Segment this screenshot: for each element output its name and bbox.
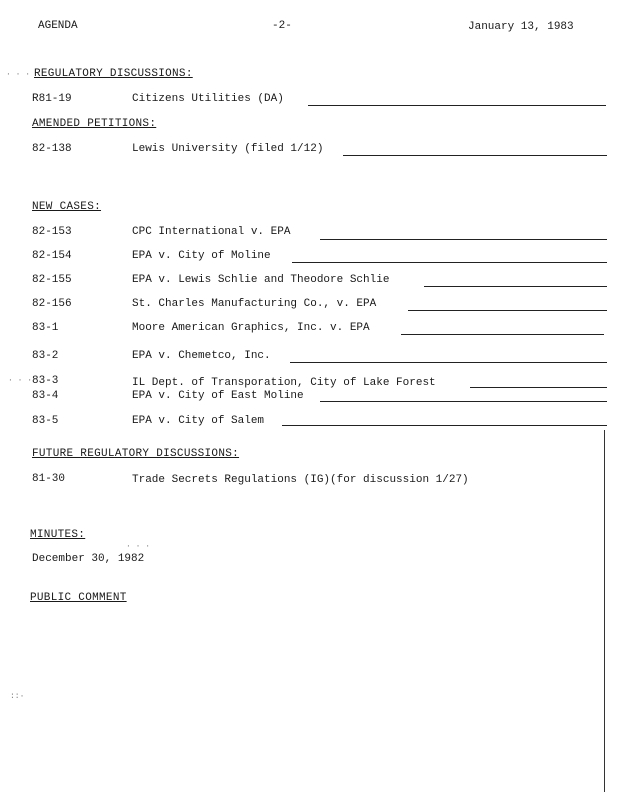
case-code: 83-3 bbox=[32, 375, 59, 387]
case-description: Moore American Graphics, Inc. v. EPA bbox=[132, 322, 370, 334]
case-description: Trade Secrets Regulations (IG)(for discussion 1/27) bbox=[132, 474, 469, 486]
case-description: EPA v. Lewis Schlie and Theodore Schlie bbox=[132, 274, 390, 286]
scan-mark: · · · bbox=[6, 70, 31, 79]
scan-mark: · · · bbox=[126, 542, 151, 551]
section-heading-new-cases: NEW CASES: bbox=[32, 201, 102, 213]
section-heading-amended: AMENDED PETITIONS: bbox=[32, 118, 157, 130]
fill-in-line bbox=[320, 239, 607, 240]
case-code: 83-2 bbox=[32, 350, 59, 362]
fill-in-line bbox=[290, 362, 607, 363]
scan-mark: · · · bbox=[8, 376, 33, 385]
case-code: R81-19 bbox=[32, 93, 72, 105]
case-description: EPA v. City of Salem bbox=[132, 415, 265, 427]
scan-edge-line bbox=[604, 430, 605, 792]
case-description: EPA v. Chemetco, Inc. bbox=[132, 350, 271, 362]
fill-in-line bbox=[308, 105, 606, 106]
case-description: Lewis University (filed 1/12) bbox=[132, 143, 324, 155]
section-heading-public-comment: PUBLIC COMMENT bbox=[30, 592, 127, 604]
fill-in-line bbox=[408, 310, 607, 311]
scan-mark: ::· bbox=[10, 692, 25, 701]
case-description: CPC International v. EPA bbox=[132, 226, 291, 238]
fill-in-line bbox=[424, 286, 607, 287]
section-heading-minutes: MINUTES: bbox=[30, 529, 86, 541]
case-code: 82-153 bbox=[32, 226, 72, 238]
meeting-date: January 13, 1983 bbox=[468, 21, 574, 33]
case-description: IL Dept. of Transporation, City of Lake Forest bbox=[132, 377, 436, 389]
case-code: 82-138 bbox=[32, 143, 72, 155]
case-code: 82-156 bbox=[32, 298, 72, 310]
minutes-date: December 30, 1982 bbox=[32, 553, 145, 565]
fill-in-line bbox=[343, 155, 607, 156]
fill-in-line bbox=[401, 334, 604, 335]
case-code: 83-4 bbox=[32, 390, 59, 402]
case-description: EPA v. City of East Moline bbox=[132, 390, 304, 402]
doc-header-left: AGENDA bbox=[38, 20, 78, 32]
fill-in-line bbox=[282, 425, 607, 426]
case-code: 83-1 bbox=[32, 322, 59, 334]
case-code: 82-155 bbox=[32, 274, 72, 286]
section-heading-regulatory: REGULATORY DISCUSSIONS: bbox=[34, 68, 193, 80]
page-number: -2- bbox=[272, 20, 292, 32]
fill-in-line bbox=[470, 387, 607, 388]
section-heading-future-regulatory: FUTURE REGULATORY DISCUSSIONS: bbox=[32, 448, 240, 460]
fill-in-line bbox=[292, 262, 607, 263]
case-code: 82-154 bbox=[32, 250, 72, 262]
fill-in-line bbox=[320, 401, 607, 402]
case-description: EPA v. City of Moline bbox=[132, 250, 271, 262]
case-description: St. Charles Manufacturing Co., v. EPA bbox=[132, 298, 377, 310]
case-description: Citizens Utilities (DA) bbox=[132, 93, 284, 105]
case-code: 81-30 bbox=[32, 473, 66, 485]
case-code: 83-5 bbox=[32, 415, 59, 427]
